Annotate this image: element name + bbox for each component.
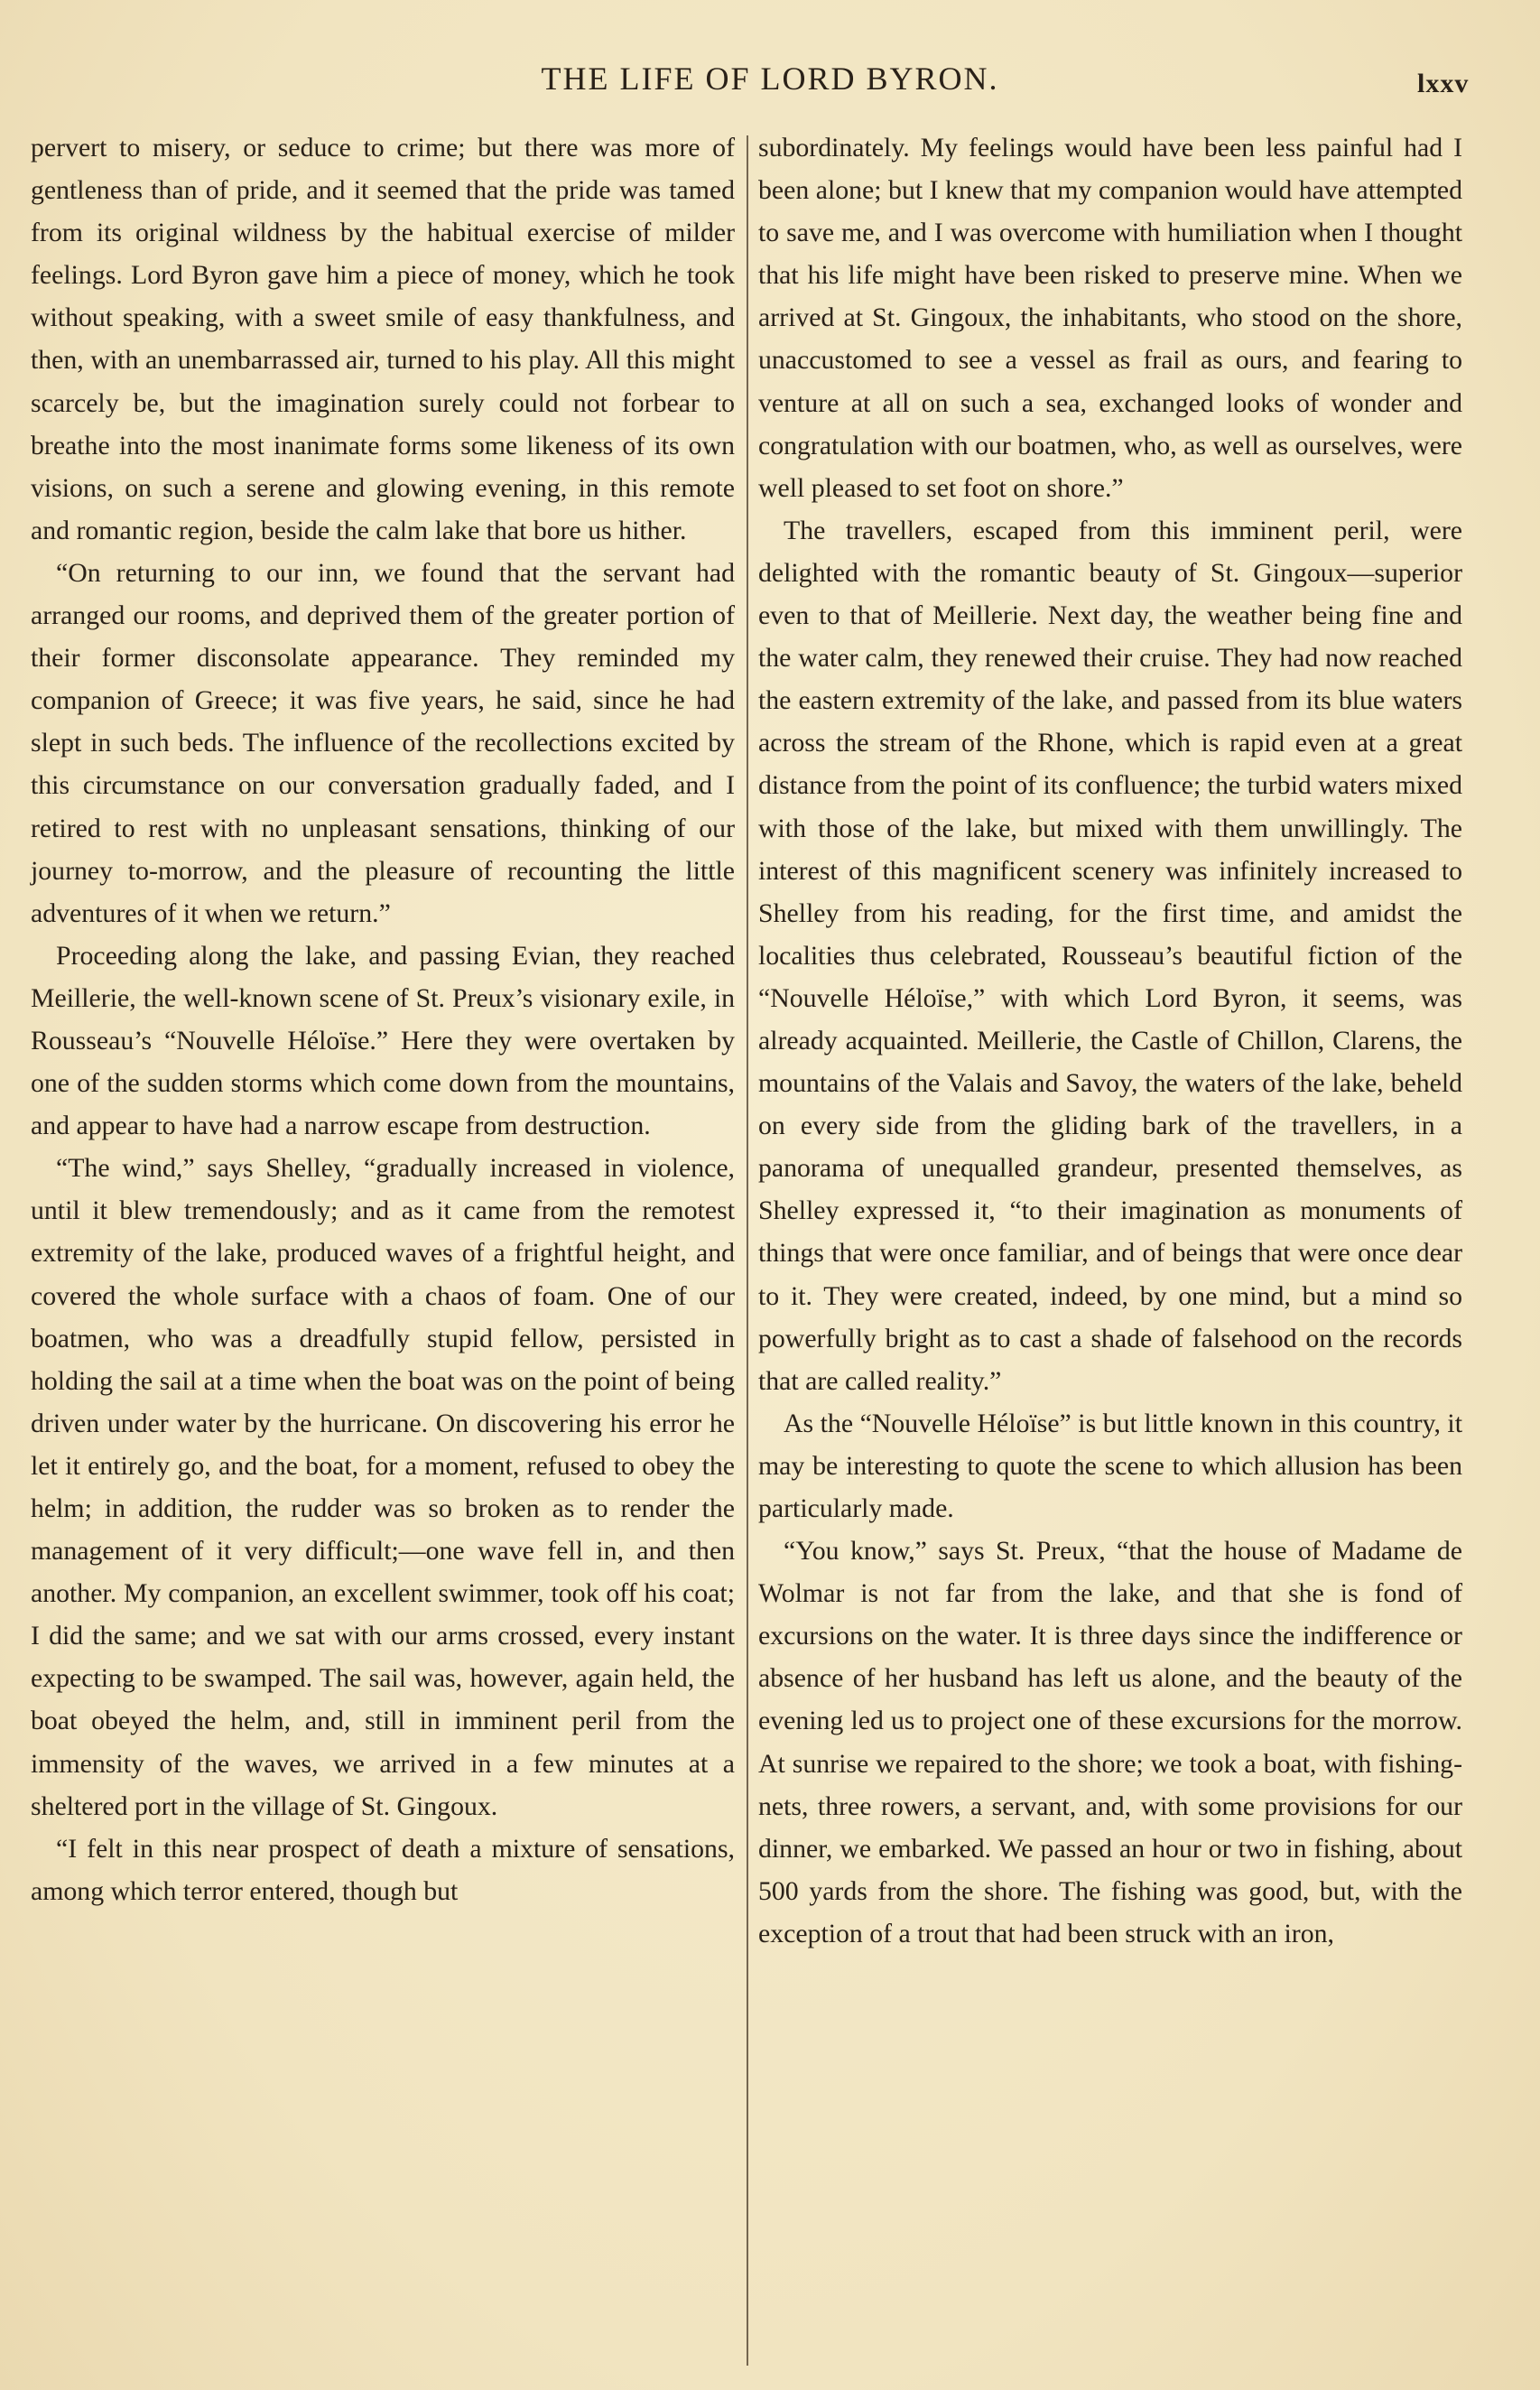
left-paragraph-1: pervert to misery, or seduce to crime; but there was more of gentleness than of pride, and it seemed that the pride was tamed from its original wildness by the habitual exercise of milder feelings. Lord Byron gave him a piece of money, which he took without speaking, with a sweet smile of easy thankfulness, and then, with an unembarrassed air, turned to his play. All this might scarcely be, but the imagination surely could not forbear to breathe into the most inanimate forms some likeness of its own visions, on such a serene and glowing evening, in this remote and romantic region, beside the calm lake that bore us hither.	[31, 133, 735, 545]
left-paragraph-4: “The wind,” says Shelley, “gradually increased in violence, until it blew tremendously; and as it came from the remotest extremity of the lake, produced waves of a frightful height, and covered the whole surface with a chaos of foam. One of our boatmen, who was a dreadfully stupid fellow, persisted in holding the sail at a time when the boat was on the point of being driven under water by the hurricane. On discovering his error he let it entirely go, and the boat, for a moment, refused to obey the helm; in addition, the rudder was so broken as to render the management of it very difficult;—one wave fell in, and then another. My companion, an excellent swimmer, took off his coat; I did the same; and we sat with our arms crossed, every instant expecting to be swamped. The sail was, however, again held, the boat obeyed the helm, and, still in imminent peril from the immensity of the waves, we arrived in a few minutes at a sheltered port in the village of St. Gingoux.	[31, 1153, 735, 1821]
right-column	[758, 126, 1462, 1955]
running-head: THE LIFE OF LORD BYRON.	[541, 60, 999, 97]
right-paragraph-2: The travellers, escaped from this imminent peril, were delighted with the romantic beauty of St. Gingoux—superior even to that of Meillerie. Next day, the weather being fine and the water calm, they renewed their cruise. They had now reached the eastern extremity of the lake, and passed from its blue waters across the stream of the Rhone, which is rapid even at a great distance from the point of its confluence; the turbid waters mixed with those of the lake, but mixed with them unwillingly. The interest of this magnificent scenery was infinitely increased to Shelley from his reading, for the first time, and amidst the localities thus celebrated, Rousseau’s beautiful fiction of the “Nouvelle Héloïse,” with which Lord Byron, it seems, was already acquainted. Meillerie, the Castle of Chillon, Clarens, the mountains of the Valais and Savoy, the waters of the lake, beheld on every side from the gliding bark of the travellers, in a panorama of unequalled grandeur, presented themselves, as Shelley expressed it, “to their imagination as monuments of things that were once familiar, and of beings that were once dear to it. They were created, indeed, by one mind, but a mind so powerfully bright as to cast a shade of falsehood on the records that are called reality.”	[758, 515, 1462, 1396]
right-paragraph-4: “You know,” says St. Preux, “that the house of Madame de Wolmar is not far from the lake, and that she is fond of excursions on the water. It is three days since the indifference or absence of her husband has left us alone, and the beauty of the evening led us to project one of these excursions for the morrow. At sunrise we repaired to the shore; we took a boat, with fishing-nets, three rowers, a servant, and, with some provisions for our dinner, we embarked. We passed an hour or two in fishing, about 500 yards from the shore. The fishing was good, but, with the exception of a trout that had been struck with an iron,	[758, 1536, 1462, 1948]
left-paragraph-3: Proceeding along the lake, and passing Evian, they reached Meillerie, the well-known scene of St. Preux’s visionary exile, in Rousseau’s “Nouvelle Héloïse.” Here they were overtaken by one of the sudden storms which come down from the mountains, and appear to have had a narrow escape from destruction.	[31, 940, 735, 1141]
left-paragraph-5: “I felt in this near prospect of death a mixture of sensations, among which terror entered, though but	[31, 1833, 735, 1906]
right-paragraph-1: subordinately. My feelings would have been less painful had I been alone; but I knew that my companion would have attempted to save me, and I was overcome with humiliation when I thought that his life might have been risked to preserve mine. When we arrived at St. Gingoux, the inhabitants, who stood on the shore, unaccustomed to see a vessel as frail as ours, and fearing to venture at all on such a sea, exchanged looks of wonder and congratulation with our boatmen, who, as well as ourselves, were well pleased to set foot on shore.”	[758, 133, 1462, 503]
right-paragraph-3: As the “Nouvelle Héloïse” is but little known in this country, it may be interesting to quote the scene to which allusion has been particularly made.	[758, 1408, 1462, 1523]
left-column	[31, 126, 735, 1912]
page-number: lxxv	[1417, 69, 1470, 98]
column-rule	[747, 135, 748, 2366]
left-paragraph-2: “On returning to our inn, we found that the servant had arranged our rooms, and deprived them of the greater portion of their former disconsolate appearance. They reminded my companion of Greece; it was five years, he said, since he had slept in such beds. The influence of the recollections excited by this circumstance on our conversation gradually faded, and I retired to rest with no unpleasant sensations, thinking of our journey to-morrow, and the pleasure of recounting the little adventures of it when we return.”	[31, 557, 735, 928]
